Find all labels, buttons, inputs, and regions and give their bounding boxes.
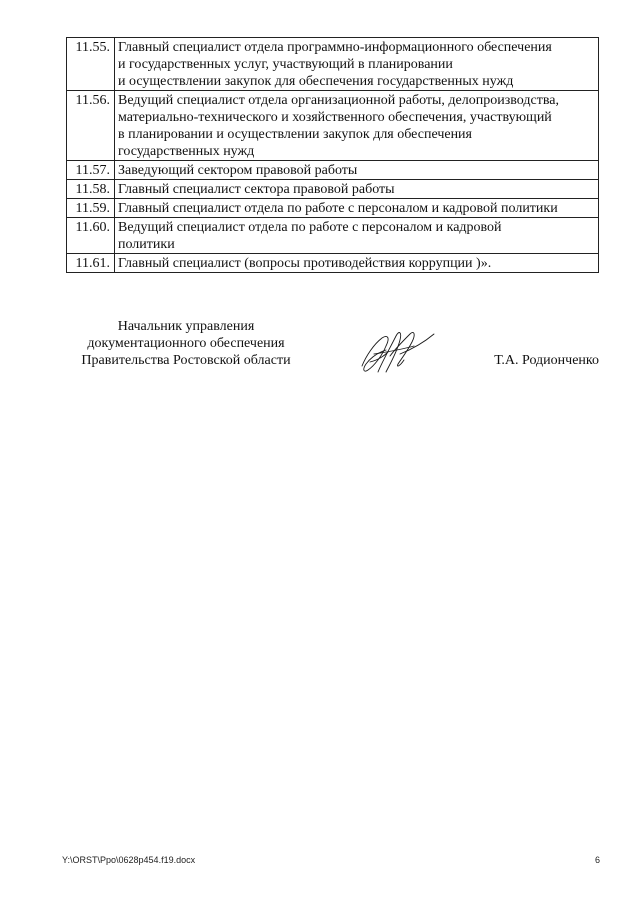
table-row <box>67 38 599 91</box>
row-number: 11.61. <box>67 254 115 273</box>
table-row <box>67 199 599 218</box>
row-number: 11.58. <box>67 180 115 199</box>
row-number: 11.55. <box>67 38 115 91</box>
table-row <box>67 180 599 199</box>
row-number: 11.57. <box>67 161 115 180</box>
row-number: 11.56. <box>67 91 115 161</box>
table-row <box>67 91 599 161</box>
footer-file-path: Y:\ORST\Ppo\0628p454.f19.docx <box>62 855 196 865</box>
table-row <box>67 218 599 254</box>
row-position-text: Ведущий специалист отдела по работе с персоналом и кадровой политики <box>115 218 599 254</box>
positions-table <box>66 37 599 273</box>
handwritten-signature <box>356 326 438 378</box>
table-row <box>67 161 599 180</box>
row-number: 11.59. <box>67 199 115 218</box>
table-row <box>67 254 599 273</box>
row-position-text: Главный специалист (вопросы противодействия коррупции )». <box>115 254 599 273</box>
row-position-text: Ведущий специалист отдела организационной работы, делопроизводства, материально-технического и хозяйственного обеспечения, участвующий в планировании и осуществлении закупок для обеспечения государственных нужд <box>115 91 599 161</box>
row-number: 11.60. <box>67 218 115 254</box>
row-position-text: Главный специалист отдела по работе с персоналом и кадровой политики <box>115 199 599 218</box>
signatory-position: Начальник управления документационного обеспечения Правительства Ростовской области <box>81 319 291 368</box>
row-position-text: Главный специалист сектора правовой работы <box>115 180 599 199</box>
page-number: 6 <box>594 855 600 865</box>
signatory-name: Т.А. Родионченко <box>494 353 599 368</box>
row-position-text: Главный специалист отдела программно-информационного обеспечения и государственных услуг, участвующий в планировании и осуществлении закупок для обеспечения государственных нужд <box>115 38 599 91</box>
row-position-text: Заведующий сектором правовой работы <box>115 161 599 180</box>
